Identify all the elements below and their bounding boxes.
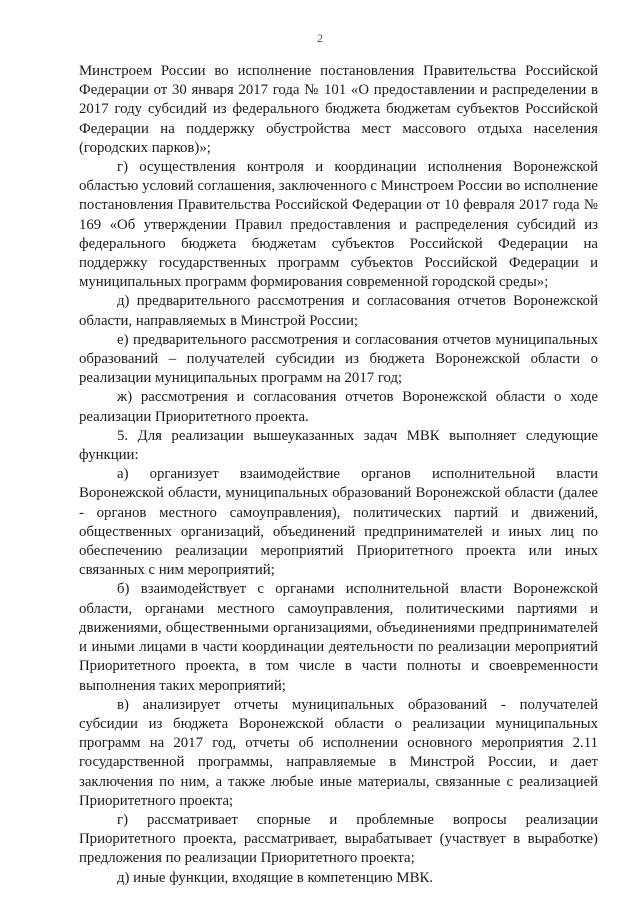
paragraph-item-d: д) предварительного рассмотрения и согласования отчетов Воронежской области, направляемых в Минстрой России; — [79, 293, 598, 329]
paragraph-item-zh: ж) рассмотрения и согласования отчетов Воронежской области о ходе реализации Приоритетного проекта. — [79, 389, 598, 425]
paragraph-section-5: 5. Для реализации вышеуказанных задач МВК выполняет следующие функции: — [79, 427, 598, 464]
paragraph-continuation: Минстроем России во исполнение постановления Правительства Российской Федерации от 30 января 2017 года № 101 «О предоставлении и распределении в 2017 году субсидий из федерального бюджета бюджетам субъектов Российской Федерации на поддержку обустройства мест массового отдыха населения (городских парков)»; — [79, 63, 598, 156]
paragraph-function-b: б) взаимодействует с органами исполнительной власти Воронежской области, органами местного самоуправления, политическими партиями и движениями, общественными организациями, объединениями предпринимателей и иными лицами в части координации деятельности по реализации мероприятий Приоритетного проекта, в том числе в части полноты и своевременности выполнения таких мероприятий; — [79, 581, 598, 694]
paragraph-item-g: г) осуществления контроля и координации исполнения Воронежской областью условий соглашения, заключенного с Минстроем России во исполнение постановления Правительства Российской Федерации от 10 февраля 2017 года № 169 «Об утверждении Правил предоставления и распределения субсидий из федерального бюджета бюджетам субъектов Российской Федерации на поддержку государственных программ субъектов Российской Федерации и муниципальных программ формирования современной городской среды»; — [79, 159, 598, 291]
page-number: 2 — [317, 31, 323, 45]
document-body — [79, 62, 598, 888]
paragraph-function-g: г) рассматривает спорные и проблемные вопросы реализации Приоритетного проекта, рассматривает, вырабатывает (участвует в выработке) предложения по реализации Приоритетного проекта; — [79, 811, 598, 867]
paragraph-function-v: в) анализирует отчеты муниципальных образований - получателей субсидии из бюджета Воронежской области о реализации муниципальных программ на 2017 год, отчеты об исполнении основного мероприятия 2.11 государственной программы, направляемые в Минстрой России, и дает заключения по ним, а также любые иные материалы, связанные с реализацией Приоритетного проекта; — [79, 696, 598, 809]
paragraph-function-a: а) организует взаимодействие органов исполнительной власти Воронежской области, муниципальных образований Воронежской области (далее - органов местного самоуправления), политических партий и движений, общественных организаций, объединений предпринимателей и иных лиц по обеспечению реализации мероприятий Приоритетного проекта или иных связанных с ним мероприятий; — [79, 466, 598, 579]
paragraph-function-d: д) иные функции, входящие в компетенцию МВК. — [117, 869, 434, 886]
paragraph-item-e: е) предварительного рассмотрения и согласования отчетов муниципальных образований – получателей субсидии из бюджета Воронежской области о реализации муниципальных программ на 2017 год; — [79, 331, 598, 387]
